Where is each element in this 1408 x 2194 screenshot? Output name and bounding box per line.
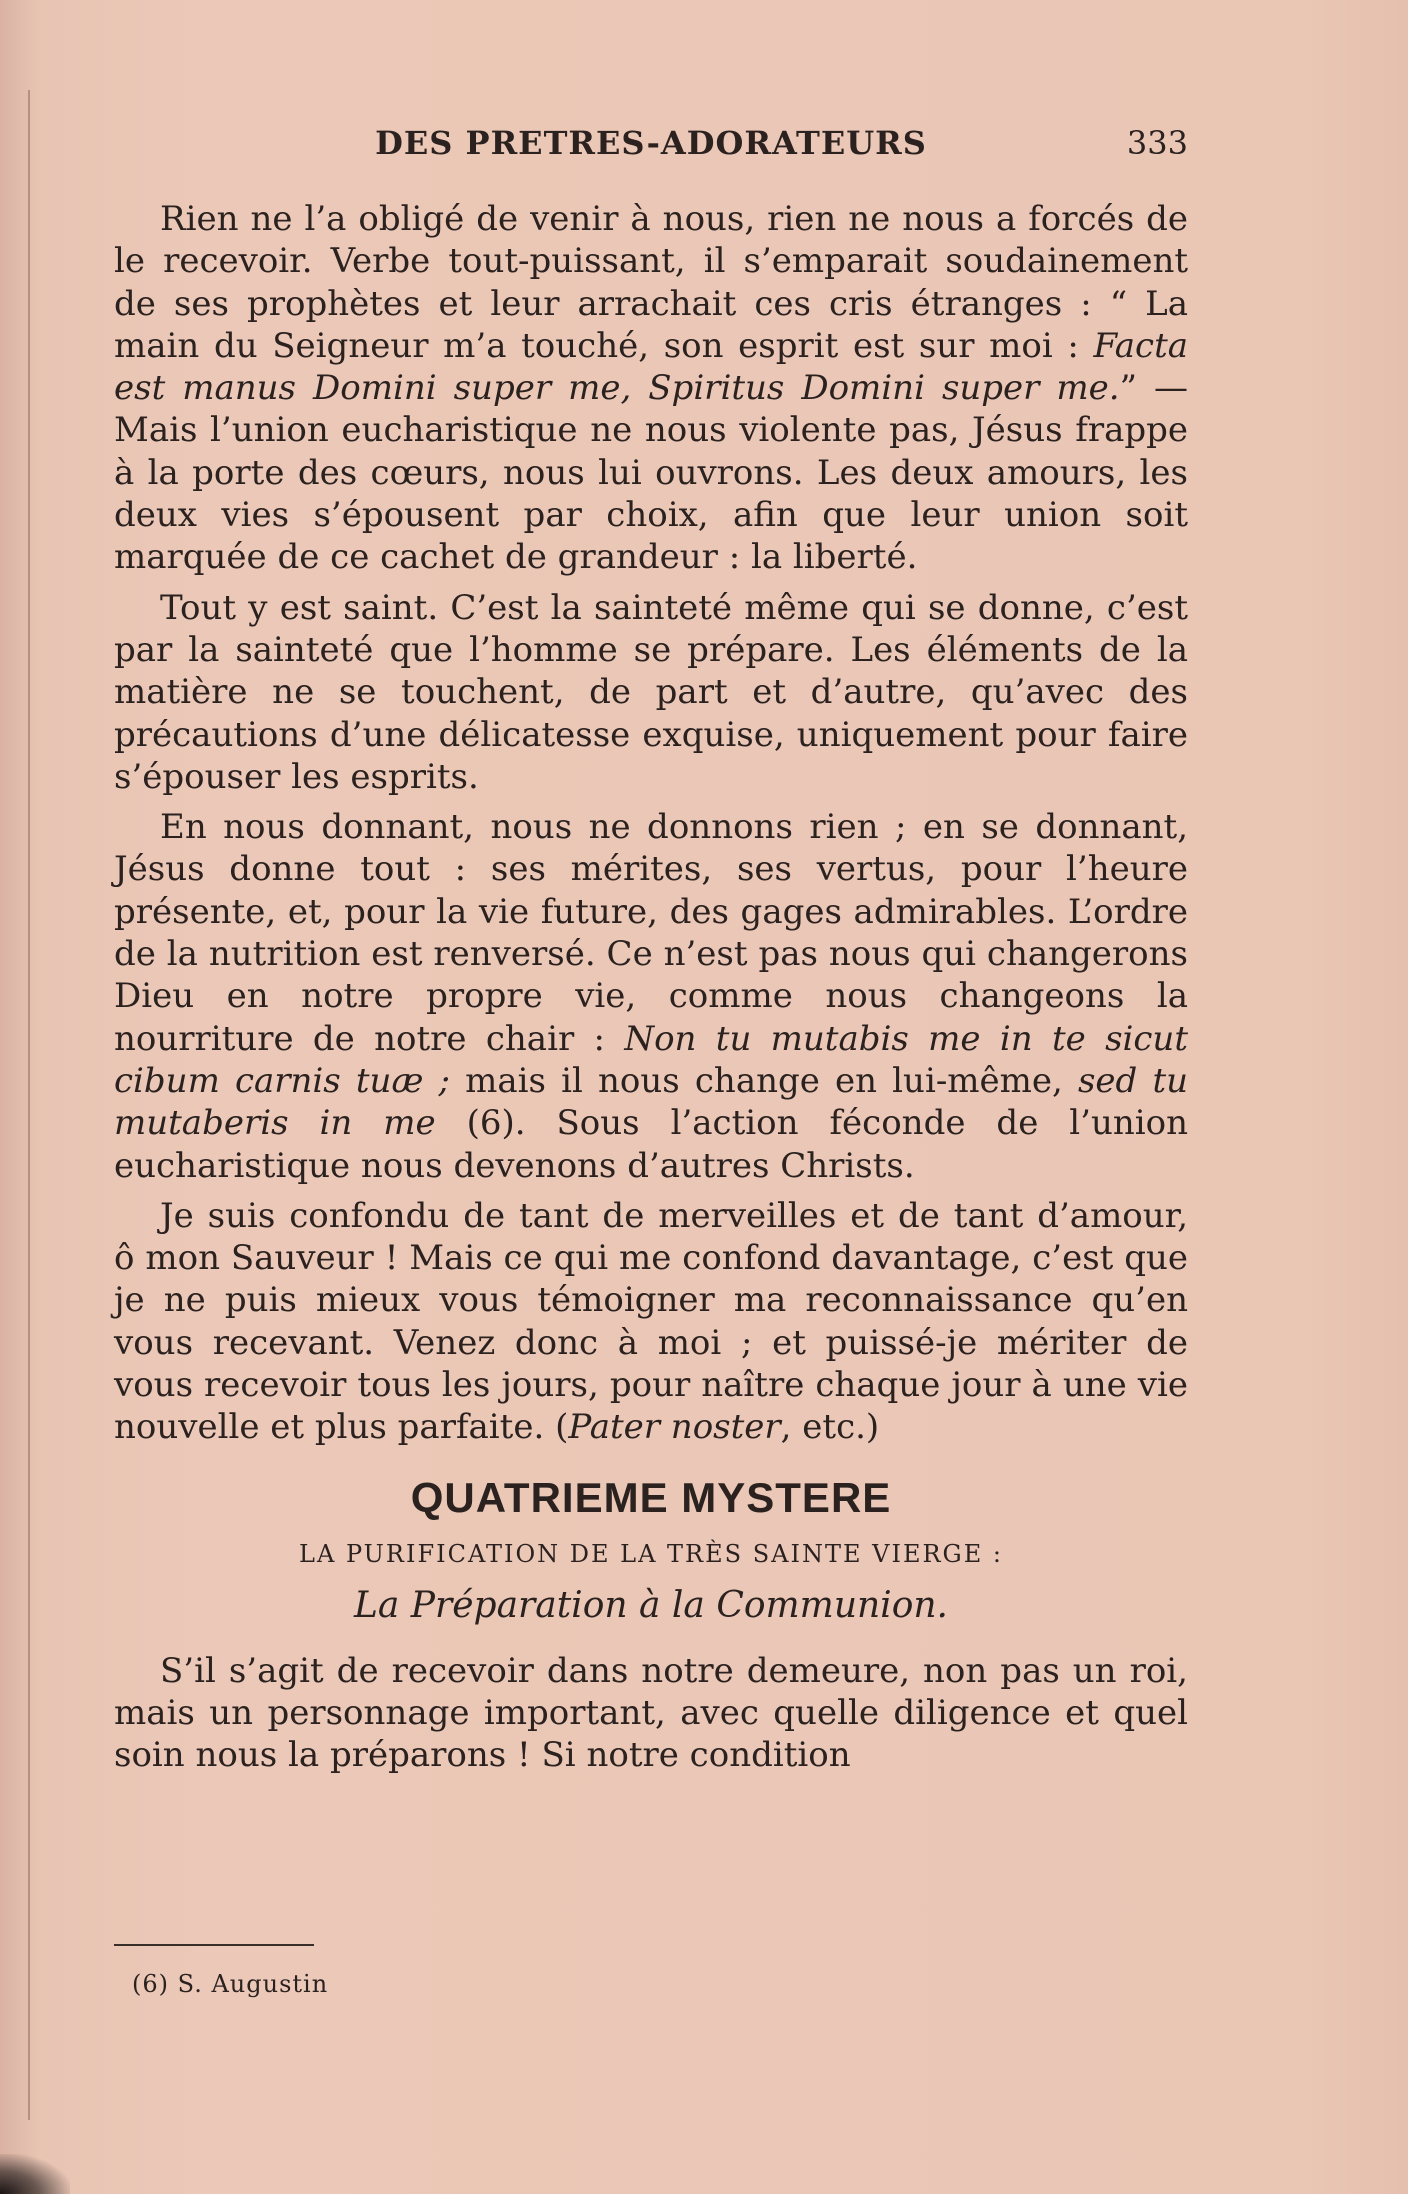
text-run: mais il nous change en lui-même, <box>450 1060 1078 1101</box>
text-run: Je suis confondu de tant de merveilles et de tant d’amour, ô mon Sauveur ! Mais ce qui me confond davantage, c’est que je ne puis mieux vous témoigner ma reconnaissance qu’en vous recevant. Venez donc à moi ; et puissé-je mériter de vous recevoir tous les jours, pour naître chaque jour à une vie nouvelle et plus parfaite. ( <box>114 1195 1188 1448</box>
page-gutter-edge <box>28 90 30 2120</box>
text-run: ” — Mais l’union eucharistique ne nous violente pas, Jésus frappe à la porte des cœurs, nous lui ouvrons. Les deux amours, les deux vies s’épousent par choix, afin que leur union soit marquée de ce cachet de grandeur : la liberté. <box>114 368 1188 578</box>
italic-run: sed tu mutaberis in me <box>114 1060 1189 1144</box>
italic-run: Non tu mutabis me in te sicut cibum carnis tuæ ; <box>114 1018 1188 1101</box>
italic-run: Facta est manus Domini super me, Spiritus Domini super me. <box>114 325 1188 409</box>
footnote: (6) S. Augustin <box>132 1970 329 1998</box>
section-title: QUATRIEME MYSTERE <box>410 1473 892 1521</box>
text-run: En nous donnant, nous ne donnons rien ; en se donnant, Jésus donne tout : ses mérites, ses vertus, pour l’heure présente, et, pour la vie future, des gages admirables. L’ordre de la nutrition est renversé. Ce n’est pas nous qui changerons Dieu en notre propre vie, comme nous changeons la nourriture de notre chair : <box>114 807 1188 1059</box>
paragraph <box>114 587 1188 798</box>
page-header <box>114 124 1188 174</box>
text-run: (6). Sous l’action féconde de l’union eucharistique nous devenons d’autres Christs. <box>114 1103 1188 1186</box>
italic-run: Pater noster <box>568 1407 781 1448</box>
paragraph <box>114 1195 1188 1449</box>
body-text <box>114 198 1188 1784</box>
text-run: Rien ne l’a obligé de venir à nous, rien ne nous a forcés de le recevoir. Verbe tout-puissant, il s’emparait soudainement de ses prophètes et leur arrachait ces cris étranges : “ La main du Seigneur m’a touché, son esprit est sur moi : <box>114 199 1188 366</box>
paragraph <box>114 1650 1188 1777</box>
footnote-rule <box>114 1944 314 1946</box>
text-run: S’il s’agit de recevoir dans notre demeure, non pas un roi, mais un personnage important, avec quelle diligence et quel soin nous la préparons ! Si notre condition <box>114 1650 1188 1776</box>
running-head: DES PRETRES-ADORATEURS <box>375 124 927 162</box>
paragraph <box>114 806 1188 1187</box>
text-run: , etc.) <box>780 1407 880 1448</box>
section-subtitle: LA PURIFICATION DE LA TRÈS SAINTE VIERGE : <box>299 1539 1003 1568</box>
text-run: Tout y est saint. C’est la sainteté même qui se donne, c’est par la sainteté que l’homme se prépare. Les éléments de la matière ne se touchent, de part et d’autre, qu’avec des précautions d’une délicatesse exquise, uniquement pour faire s’épouser les esprits. <box>114 587 1188 797</box>
paragraph <box>114 198 1188 579</box>
section-subtitle-italic: La Préparation à la Communion. <box>353 1585 949 1627</box>
corner-shadow <box>0 2154 70 2194</box>
page-number: 333 <box>1126 124 1188 162</box>
